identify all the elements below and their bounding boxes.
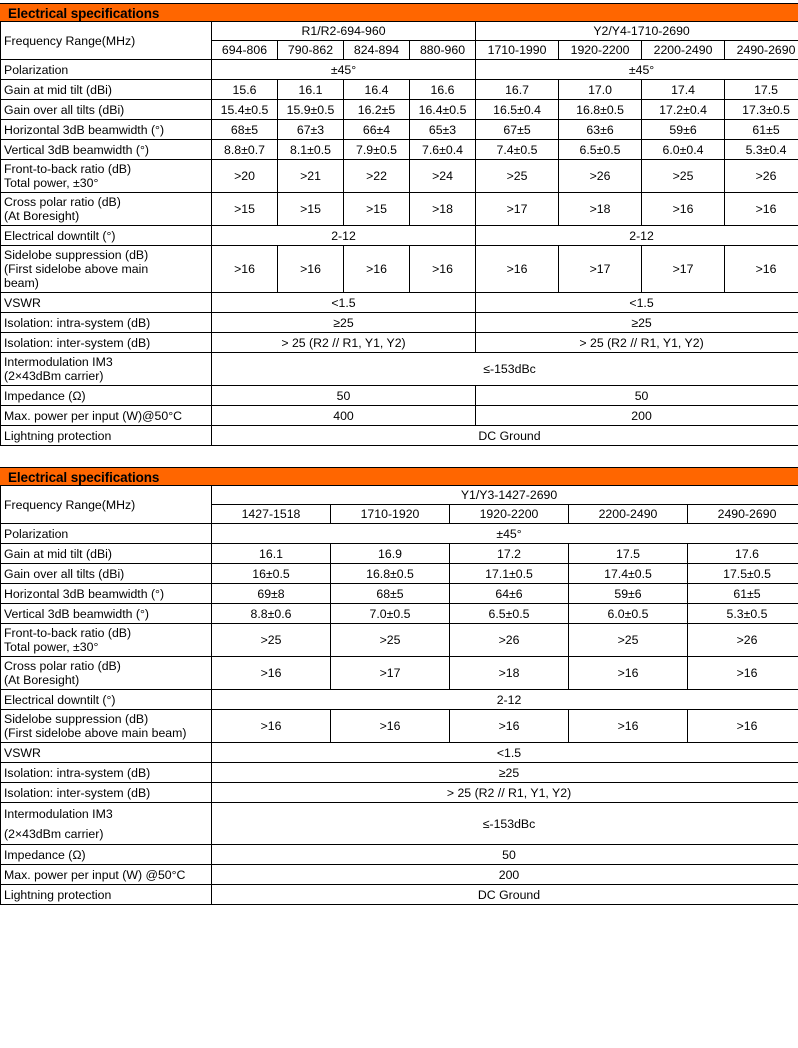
spec-label-line1: Front-to-back ratio (dB) xyxy=(4,162,132,176)
section-title-1: Electrical specifications xyxy=(0,3,798,22)
table-row xyxy=(1,885,798,905)
spec-value: >16 xyxy=(642,193,725,226)
freq-col-5: 1710-1990 xyxy=(476,41,559,60)
spec-value: 15.4±0.5 xyxy=(212,100,278,120)
freq-col-2: 1710-1920 xyxy=(331,505,450,524)
spec-label-line2: (At Boresight) xyxy=(4,209,80,223)
table-row xyxy=(1,60,798,80)
spec-label: Vertical 3dB beamwidth (°) xyxy=(1,140,212,160)
electrical-specifications-table-2 xyxy=(0,486,798,905)
spec-value: > 25 (R2 // R1, Y1, Y2) xyxy=(476,333,798,353)
spec-label-line1: Intermodulation IM3 xyxy=(4,806,113,821)
table-row xyxy=(1,604,798,624)
spec-label-line1: Front-to-back ratio (dB) xyxy=(4,626,132,640)
spec-value: 67±5 xyxy=(476,120,559,140)
spec-label xyxy=(1,710,212,743)
spec-value: 16.6 xyxy=(410,80,476,100)
spec-label: Polarization xyxy=(1,60,212,80)
spec-value: <1.5 xyxy=(212,743,798,763)
table-row xyxy=(1,710,798,743)
spec-value: >16 xyxy=(688,657,798,690)
table-row xyxy=(1,657,798,690)
table-header-group-row xyxy=(1,22,798,41)
spec-value: 7.4±0.5 xyxy=(476,140,559,160)
spec-label: Isolation: inter-system (dB) xyxy=(1,783,212,803)
spec-value: ≤-153dBc xyxy=(212,803,798,845)
spec-value: >16 xyxy=(278,246,344,293)
spec-label-line1: Cross polar ratio (dB) xyxy=(4,195,121,209)
spec-value: 17.4 xyxy=(642,80,725,100)
table-row xyxy=(1,353,798,386)
spec-value: >16 xyxy=(344,246,410,293)
spec-value: ±45° xyxy=(212,524,798,544)
table-row xyxy=(1,544,798,564)
spec-value: >17 xyxy=(559,246,642,293)
spec-value: 6.0±0.4 xyxy=(642,140,725,160)
spec-label: Electrical downtilt (°) xyxy=(1,690,212,710)
spec-value: >25 xyxy=(569,624,688,657)
spec-value: 61±5 xyxy=(688,584,798,604)
row-header-frequency-range: Frequency Range(MHz) xyxy=(1,22,212,60)
spec-value: ≥25 xyxy=(212,763,798,783)
table-row xyxy=(1,80,798,100)
spec-label: Horizontal 3dB beamwidth (°) xyxy=(1,584,212,604)
spec-value: >18 xyxy=(450,657,569,690)
spec-label: VSWR xyxy=(1,293,212,313)
spec-value: >22 xyxy=(344,160,410,193)
table-row xyxy=(1,100,798,120)
section-title-2: Electrical specifications xyxy=(0,467,798,486)
spec-value: >25 xyxy=(642,160,725,193)
table-row xyxy=(1,160,798,193)
table-row xyxy=(1,845,798,865)
spec-value: >16 xyxy=(569,710,688,743)
spec-label: Polarization xyxy=(1,524,212,544)
electrical-specifications-block-1 xyxy=(0,0,798,446)
spec-label-line1: Cross polar ratio (dB) xyxy=(4,659,121,673)
spec-value: 17.6 xyxy=(688,544,798,564)
spec-value: 7.0±0.5 xyxy=(331,604,450,624)
spec-value: >17 xyxy=(476,193,559,226)
spec-value: >26 xyxy=(450,624,569,657)
freq-col-3: 824-894 xyxy=(344,41,410,60)
table-row xyxy=(1,333,798,353)
electrical-specifications-block-2 xyxy=(0,446,798,905)
spec-value: 7.6±0.4 xyxy=(410,140,476,160)
spec-value: 400 xyxy=(212,406,476,426)
spec-value: ±45° xyxy=(476,60,798,80)
spec-label: Isolation: intra-system (dB) xyxy=(1,763,212,783)
spec-label xyxy=(1,624,212,657)
spec-label: Max. power per input (W) @50°C xyxy=(1,865,212,885)
row-header-frequency-range: Frequency Range(MHz) xyxy=(1,486,212,524)
spec-value: <1.5 xyxy=(212,293,476,313)
spec-label: Gain over all tilts (dBi) xyxy=(1,564,212,584)
freq-col-4: 880-960 xyxy=(410,41,476,60)
spec-value: 15.6 xyxy=(212,80,278,100)
spec-value: >15 xyxy=(212,193,278,226)
spec-value: 16.2±5 xyxy=(344,100,410,120)
spec-value: 16.7 xyxy=(476,80,559,100)
spec-value: >16 xyxy=(476,246,559,293)
spec-value: >26 xyxy=(688,624,798,657)
table-row xyxy=(1,803,798,845)
spec-value: 2-12 xyxy=(212,226,476,246)
spec-label: Gain over all tilts (dBi) xyxy=(1,100,212,120)
spec-label xyxy=(1,353,212,386)
spec-value: >16 xyxy=(725,246,798,293)
spec-value: >25 xyxy=(212,624,331,657)
spec-value: 17.4±0.5 xyxy=(569,564,688,584)
freq-col-1: 694-806 xyxy=(212,41,278,60)
spec-value: 17.5 xyxy=(725,80,798,100)
spec-value: 61±5 xyxy=(725,120,798,140)
spec-label-line2: Total power, ±30° xyxy=(4,640,99,654)
spec-value: >24 xyxy=(410,160,476,193)
spec-label-line1: Sidelobe suppression (dB) xyxy=(4,712,149,726)
spec-value: >16 xyxy=(331,710,450,743)
spec-value: 17.1±0.5 xyxy=(450,564,569,584)
spec-value: 59±6 xyxy=(569,584,688,604)
band-group-y2y4: Y2/Y4-1710-2690 xyxy=(476,22,798,41)
spec-label: Vertical 3dB beamwidth (°) xyxy=(1,604,212,624)
spec-label-line2: (At Boresight) xyxy=(4,673,80,687)
spec-label: Gain at mid tilt (dBi) xyxy=(1,80,212,100)
table-row xyxy=(1,624,798,657)
spec-value: 2-12 xyxy=(476,226,798,246)
spec-value: 68±5 xyxy=(212,120,278,140)
table-row xyxy=(1,246,798,293)
spec-label: Impedance (Ω) xyxy=(1,845,212,865)
spec-value: 17.5 xyxy=(569,544,688,564)
spec-value: >25 xyxy=(476,160,559,193)
spec-value: 17.2 xyxy=(450,544,569,564)
spec-value: 16.8±0.5 xyxy=(559,100,642,120)
spec-value: ≤-153dBc xyxy=(212,353,798,386)
table-row xyxy=(1,140,798,160)
table-row xyxy=(1,406,798,426)
spec-value: >16 xyxy=(725,193,798,226)
spec-value: 5.3±0.4 xyxy=(725,140,798,160)
table-row xyxy=(1,293,798,313)
spec-value: >16 xyxy=(450,710,569,743)
spec-value: 16.5±0.4 xyxy=(476,100,559,120)
table-row xyxy=(1,120,798,140)
spec-value: >18 xyxy=(410,193,476,226)
spec-value: >16 xyxy=(688,710,798,743)
spec-value: 65±3 xyxy=(410,120,476,140)
table-row xyxy=(1,386,798,406)
spec-value: 2-12 xyxy=(212,690,798,710)
table-row xyxy=(1,226,798,246)
spec-value: 67±3 xyxy=(278,120,344,140)
freq-col-7: 2200-2490 xyxy=(642,41,725,60)
table-row xyxy=(1,193,798,226)
spec-value: 68±5 xyxy=(331,584,450,604)
spec-value: >25 xyxy=(331,624,450,657)
spec-label-line3: beam) xyxy=(4,276,39,290)
spec-label xyxy=(1,246,212,293)
table-row xyxy=(1,426,798,446)
spec-value: 200 xyxy=(476,406,798,426)
table-header-group-row xyxy=(1,486,798,505)
spec-label: Impedance (Ω) xyxy=(1,386,212,406)
spec-value: 16.4±0.5 xyxy=(410,100,476,120)
table-row xyxy=(1,783,798,803)
table-row xyxy=(1,763,798,783)
spec-value: >16 xyxy=(212,710,331,743)
spec-label: Max. power per input (W)@50°C xyxy=(1,406,212,426)
spec-value: <1.5 xyxy=(476,293,798,313)
band-group-y1y3: Y1/Y3-1427-2690 xyxy=(212,486,798,505)
spec-label: Isolation: intra-system (dB) xyxy=(1,313,212,333)
spec-label xyxy=(1,657,212,690)
spec-label xyxy=(1,803,212,845)
spec-value: 16±0.5 xyxy=(212,564,331,584)
table-row xyxy=(1,524,798,544)
spec-value: 6.0±0.5 xyxy=(569,604,688,624)
freq-col-3: 1920-2200 xyxy=(450,505,569,524)
spec-value: 15.9±0.5 xyxy=(278,100,344,120)
spec-value: >16 xyxy=(410,246,476,293)
spec-value: 17.0 xyxy=(559,80,642,100)
freq-col-1: 1427-1518 xyxy=(212,505,331,524)
spec-value: >15 xyxy=(278,193,344,226)
spec-value: ±45° xyxy=(212,60,476,80)
spec-value: >18 xyxy=(559,193,642,226)
table-row xyxy=(1,865,798,885)
spec-value: >17 xyxy=(642,246,725,293)
freq-col-5: 2490-2690 xyxy=(688,505,798,524)
spec-value: >26 xyxy=(559,160,642,193)
spec-label xyxy=(1,160,212,193)
spec-value: > 25 (R2 // R1, Y1, Y2) xyxy=(212,783,798,803)
band-group-r1r2: R1/R2-694-960 xyxy=(212,22,476,41)
spec-value: 50 xyxy=(212,845,798,865)
freq-col-6: 1920-2200 xyxy=(559,41,642,60)
spec-label-line2: (2×43dBm carrier) xyxy=(4,369,104,383)
spec-label: Gain at mid tilt (dBi) xyxy=(1,544,212,564)
freq-col-8: 2490-2690 xyxy=(725,41,798,60)
spec-value: ≥25 xyxy=(212,313,476,333)
spec-value: ≥25 xyxy=(476,313,798,333)
spec-label-line1: Sidelobe suppression (dB) xyxy=(4,248,149,262)
spec-value: 6.5±0.5 xyxy=(450,604,569,624)
spec-value: 16.4 xyxy=(344,80,410,100)
spec-value: >16 xyxy=(212,657,331,690)
spec-label-line2: (First sidelobe above main beam) xyxy=(4,726,187,740)
spec-label-line2: (2×43dBm carrier) xyxy=(4,826,104,841)
spec-value: 50 xyxy=(212,386,476,406)
spec-value: >15 xyxy=(344,193,410,226)
spec-value: DC Ground xyxy=(212,426,798,446)
spec-value: >20 xyxy=(212,160,278,193)
table-row xyxy=(1,564,798,584)
table-row xyxy=(1,743,798,763)
spec-label: Horizontal 3dB beamwidth (°) xyxy=(1,120,212,140)
spec-label xyxy=(1,193,212,226)
spec-value: 8.8±0.7 xyxy=(212,140,278,160)
spec-label: Electrical downtilt (°) xyxy=(1,226,212,246)
spec-value: 17.5±0.5 xyxy=(688,564,798,584)
spec-value: >26 xyxy=(725,160,798,193)
spec-value: > 25 (R2 // R1, Y1, Y2) xyxy=(212,333,476,353)
spec-value: 59±6 xyxy=(642,120,725,140)
spec-value: 69±8 xyxy=(212,584,331,604)
spec-value: 5.3±0.5 xyxy=(688,604,798,624)
spec-label: Lightning protection xyxy=(1,885,212,905)
spec-label: Lightning protection xyxy=(1,426,212,446)
spec-value: 16.9 xyxy=(331,544,450,564)
spec-value: 66±4 xyxy=(344,120,410,140)
spec-label-line2: Total power, ±30° xyxy=(4,176,99,190)
spec-value: 200 xyxy=(212,865,798,885)
freq-col-4: 2200-2490 xyxy=(569,505,688,524)
spec-value: DC Ground xyxy=(212,885,798,905)
spec-label-line2: (First sidelobe above main xyxy=(4,262,149,276)
spec-value: 8.8±0.6 xyxy=(212,604,331,624)
spec-value: >17 xyxy=(331,657,450,690)
spec-value: 7.9±0.5 xyxy=(344,140,410,160)
spec-value: 50 xyxy=(476,386,798,406)
table-row xyxy=(1,584,798,604)
spec-value: 17.3±0.5 xyxy=(725,100,798,120)
spec-value: >21 xyxy=(278,160,344,193)
spec-value: 16.8±0.5 xyxy=(331,564,450,584)
spec-value: 6.5±0.5 xyxy=(559,140,642,160)
spec-value: 63±6 xyxy=(559,120,642,140)
spec-value: 64±6 xyxy=(450,584,569,604)
spec-value: 16.1 xyxy=(212,544,331,564)
spec-value: 17.2±0.4 xyxy=(642,100,725,120)
spec-label-line1: Intermodulation IM3 xyxy=(4,355,113,369)
electrical-specifications-table-1 xyxy=(0,22,798,446)
spec-value: 16.1 xyxy=(278,80,344,100)
table-row xyxy=(1,690,798,710)
spec-label: VSWR xyxy=(1,743,212,763)
spec-value: >16 xyxy=(569,657,688,690)
spec-value: >16 xyxy=(212,246,278,293)
table-row xyxy=(1,313,798,333)
spec-label: Isolation: inter-system (dB) xyxy=(1,333,212,353)
freq-col-2: 790-862 xyxy=(278,41,344,60)
spec-value: 8.1±0.5 xyxy=(278,140,344,160)
